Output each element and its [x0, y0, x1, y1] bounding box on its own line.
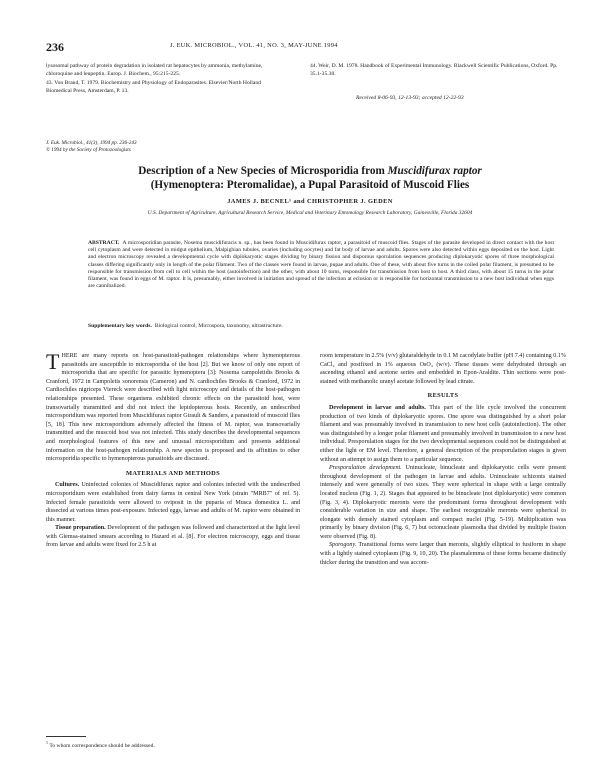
- journal-citation-line: J. Euk. Microbiol., 41(3), 1994 pp. 236-243: [46, 140, 137, 146]
- paragraph-continued: room temperature in 2.5% (v/v) glutaraldehyde in 0.1 M cacodylate buffer (pH 7.4) containing 0.1% CaCl₂ and postfixed in 1% aqueous OsO₄ (w/v). These tissues were dehydrated through an ascending ethanol and acetone series and embedded in Epon-Araldite. Thin sections were post-stained with methanolic uranyl acetate followed by lead citrate.: [320, 353, 566, 385]
- subheading-cultures: Cultures.: [55, 482, 80, 489]
- presporulation-text: Uninucleate, binucleate and diplokaryotic cells were present throughout development of the pathogen in larvae and adults. Uninucleate schizonts stained intensely and were generally of two sizes. They were spherical in shape with a large centrally located nucleus (Fig. 1, 2). Stages that appeared to be binucleate (not diplokaryotic) were common (Fig. 3, 4). Diplokaryotic meronts were the predominant forms throughout development with considerable variation in size and shape. The earliest recognizable meronts were spherical to elongate with densely stained cytoplasm and compact nuclei (Fig. 5-19). Multiplication was primarily by binary division (Fig. 6, 7) but octonucleate plasmodia that divided by multiple fission were observed (Fig. 8).: [320, 465, 566, 540]
- title-part-2: (Hymenoptera: Pteromalidae), a Pupal Parasitoid of Muscoid Flies: [150, 179, 470, 191]
- title-part-1: Description of a New Species of Microsporidia from: [138, 165, 388, 177]
- abstract-label: ABSTRACT.: [88, 240, 120, 246]
- paragraph-presporulation: [320, 464, 566, 541]
- abstract-text: A microsporidian parasite, Nosema muscidifuracis n. sp., has been found in Muscidifurax raptor, a parasitoid of muscoid flies. Stages of the parasite developed in direct contact with the host cell cytoplasm and were detected in midgut epithelium, Malpighian tubules, ovaries (including oocytes) and fat body of larvae and adults. Spores were also detected within eggs deposited on the host. Light and electron microscopy revealed a developmental cycle with diplokaryotic stages dividing by binary fission and disporous sporulation sequences producing diplokaryotic spores of three morphological classes differing significantly only in length of the polar filament. Two of the classes were found in larvae, pupae and adults. One of these, with about five turns in the coiled polar filament, is presumed to be responsible for transmission from cell to cell within the host (autoinfection) and the other, with about 10 turns, responsible for transmission from host to host. A third class, with about 15 turns in the polar filament, was found in eggs of M. raptor. It is, presumably, either involved in initiation and spread of the infection at eclosion or is responsible for horizontal transmission to a new host individual when eggs are cannibalized.: [88, 240, 554, 290]
- copyright-line: © 1994 by the Society of Protozoologists: [46, 147, 131, 153]
- right-column: [320, 352, 566, 567]
- reference-entry: 44. Weir, D. M. 1978. Handbook of Experimental Immunology. Blackwell Scientific Publications, Oxford. Pp. 35.1-35.30.: [310, 63, 558, 78]
- section-heading-methods: MATERIALS AND METHODS: [126, 469, 220, 477]
- keywords-text: Biological control, Microspora, taxonomy, ultrastructure.: [154, 323, 283, 329]
- section-heading-results: RESULTS: [427, 392, 459, 400]
- footnote-divider: [46, 736, 86, 737]
- keywords: [88, 323, 554, 329]
- paragraph-cultures: [46, 481, 300, 524]
- paragraph-tissue-preparation: [46, 524, 300, 550]
- received-dates: Received 8-06-93, 12-13-93; accepted 12-22-93: [356, 95, 464, 101]
- subheading-presporulation: Presporulation development.: [329, 465, 402, 472]
- footnote: [46, 740, 155, 749]
- drop-cap: T: [46, 349, 60, 374]
- page-number: 236: [46, 40, 64, 54]
- reference-entry: lysosomal pathway of protein degradation in isolated rat hepatocytes by ammonia, methylamine, chloroquine and leupeptin. Europ. J. Biochem., 95:215-225.: [46, 63, 263, 78]
- sporogony-text: Transitional forms were larger than meronts, slightly elliptical to fusiform in shape with a lightly stained cytoplasm (Fig. 9, 10, 20). The plasmalemma of these forms became distinctly thicker during the transition and was accom-: [320, 542, 566, 566]
- abstract: [88, 240, 554, 290]
- previous-article-references-left: [46, 62, 274, 96]
- tissue-text: Development of the pathogen was followed and characterized at the light level with Giemsa-stained smears according to Hazard et al. [8]. For electron microscopy, eggs and tissue from larvae and adults were fixed for 2.5 h at: [46, 525, 300, 549]
- introduction-paragraph: [46, 349, 300, 464]
- footnote-mark: 1: [46, 740, 48, 745]
- article-title: [60, 164, 560, 192]
- development-text: This part of the life cycle involved the concurrent production of two kinds of diplokaryotic spores. One spore was distinguished by a short polar filament and was presumably involved in transmission to new host cells (autoinfection). The other was distinguished by a longer polar filament and presumably involved in transmission to a new host individual. Presporulation stages for the two developmental sequences could not be distinguished at either the light or EM level. Therefore, a general description of the presporulation stages is given without an attempt to assign them to a particular sequence.: [320, 404, 566, 463]
- introduction-text: HERE are many reports on host-parasitoid-pathogen relationships where hymenopterous parasitoids are susceptible to microsporidia of the host [2]. But we know of only one report of microsporidia that are specific for parasitic hymenoptera [3]: Nosema campoletidis Brooks & Cranford, 1972 in Campoletis sonorensis (Cameron) and N. cardiochiles Brooks & Cranford, 1972 in Cardiochiles nigriceps Viereck were described with light microscopy and details of the host-pathogen relationships presented. These organisms exhibited chronic effects on the parasitoid host, were transovarially transmitted and did not infect the lepidopterous hosts. Recently, an undescribed microsporidium was reported from Muscidifurax raptor Girault & Sanders, a parasitoid of muscoid flies [5, 18]. This new microsporidium adversely affected the fitness of M. raptor, was transovarially transmitted and the muscoid host was not infected. This study describes the developmental sequences and morphological features of this new and unusual microsporidium and presents additional information on the host-pathogen relationship. A new species is proposed and its affinities to other microsporidia specific to hymenopterous parasitoids are discussed.: [46, 353, 300, 463]
- subheading-development: Development in larvae and adults.: [329, 404, 426, 411]
- subheading-tissue-preparation: Tissue preparation.: [55, 525, 106, 532]
- authors: JAMES J. BECNEL¹ and CHRISTOPHER J. GEDEN: [227, 198, 393, 205]
- journal-citation: [46, 140, 137, 154]
- paragraph-sporogony: [320, 541, 566, 567]
- reference-entry: 43. Von Brand, T. 1979. Biochemistry and Physiology of Endoparasites. Elsevier/North Holland Biomedical Press, Amsterdam, P. 13.: [46, 79, 261, 95]
- cultures-text: Uninfected colonies of Muscidifurax raptor and colonies infected with the undescribed microsporidium were established from dairy farms in central New York (strain "MRB7" of ref. 5). Infected female parasitoids were allowed to oviposit in the puparia of Musca domestica L. and dissected at various times post-exposure. Infected eggs, larvae and adults of M. raptor were obtained in this manner.: [46, 482, 300, 523]
- paragraph-development: [320, 404, 566, 464]
- title-species: Muscidifurax raptor: [387, 165, 482, 177]
- left-column: [46, 349, 300, 550]
- subheading-sporogony: Sporogony.: [329, 542, 357, 549]
- previous-article-references-right: [310, 62, 558, 79]
- running-head: J. EUK. MICROBIOL., VOL. 41, NO. 3, MAY-JUNE 1994: [170, 42, 338, 49]
- footnote-text: To whom correspondence should be addressed.: [49, 742, 155, 749]
- keywords-label: Supplementary key words.: [88, 323, 152, 329]
- affiliation: U.S. Department of Agriculture, Agricultural Research Service, Medical and Veterinary Entomology Research Laboratory, Gainesville, Florida 32604: [147, 210, 473, 216]
